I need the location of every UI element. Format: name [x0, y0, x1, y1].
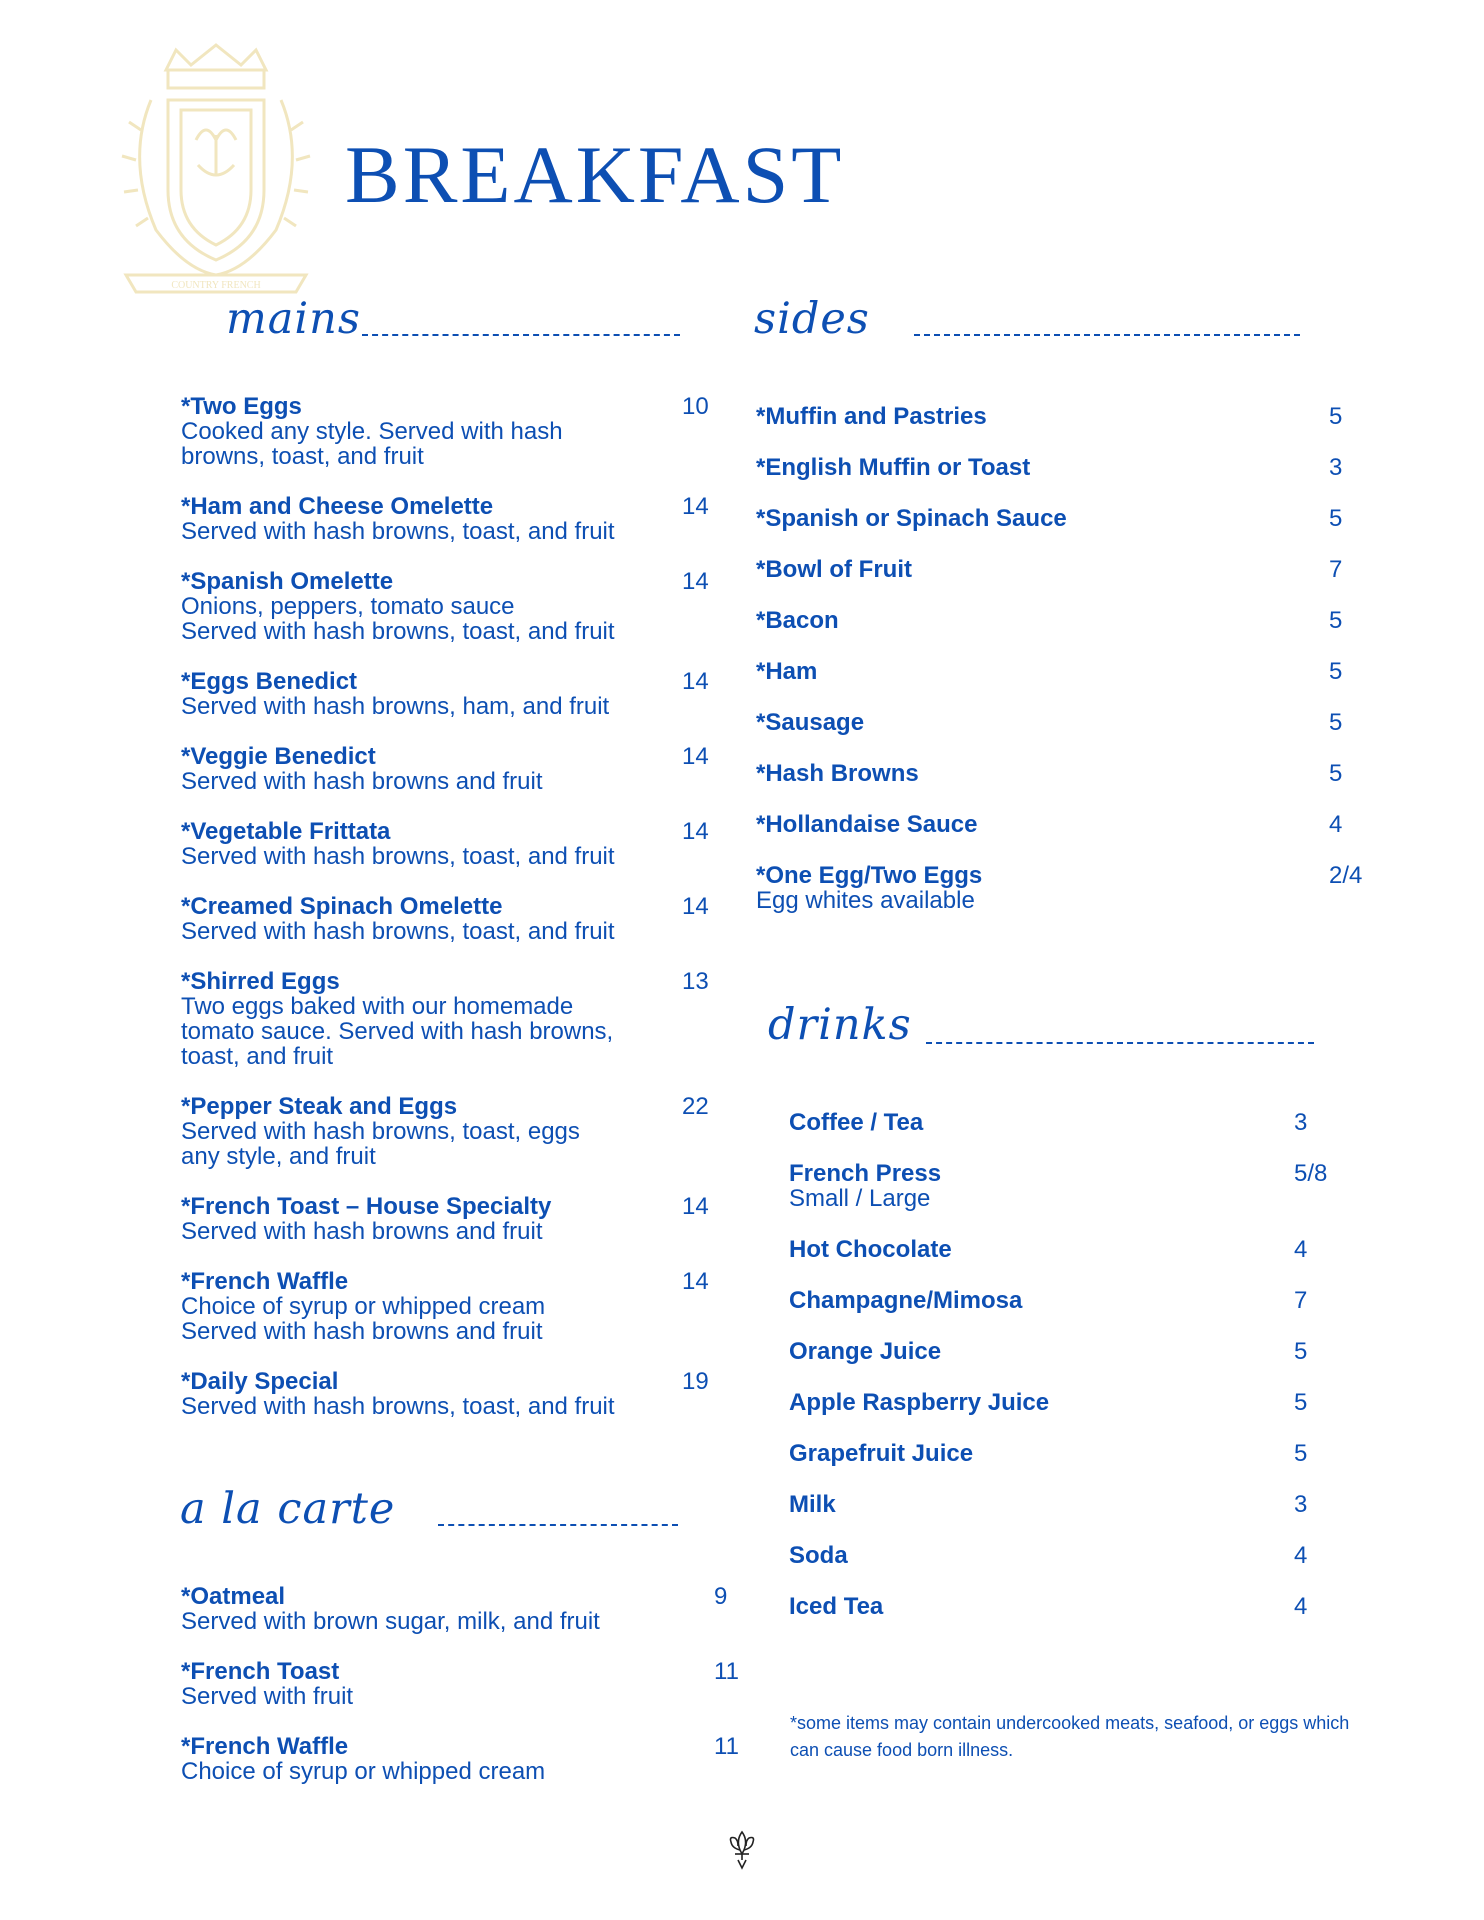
- item-name: Hot Chocolate: [789, 1236, 952, 1263]
- item-price: 3: [1294, 1109, 1308, 1136]
- menu-item-english-muffin-or-toast: [756, 455, 1341, 480]
- item-name: *Bowl of Fruit: [756, 556, 912, 583]
- item-price: 14: [682, 743, 709, 770]
- item-price: 4: [1294, 1593, 1308, 1620]
- menu-item-apple-raspberry-juice: [789, 1390, 1309, 1415]
- menu-item-french-waffle: [181, 1733, 739, 1785]
- item-name: *Muffin and Pastries: [756, 403, 987, 430]
- item-name: Apple Raspberry Juice: [789, 1389, 1050, 1416]
- item-name: French Press: [789, 1160, 942, 1187]
- item-price: 2/4: [1329, 862, 1363, 889]
- menu-item-eggs-benedict: [181, 668, 709, 720]
- menu-item-milk: [789, 1492, 1309, 1517]
- menu-item-champagne-mimosa: [789, 1288, 1309, 1313]
- item-price: 14: [682, 493, 709, 520]
- item-price: 9: [714, 1583, 728, 1610]
- item-price: 5: [1294, 1389, 1308, 1416]
- item-description: Served with hash browns, toast, and fruit: [181, 618, 615, 645]
- menu-item-vegetable-frittata: [181, 818, 709, 870]
- item-price: 14: [682, 568, 709, 595]
- item-price: 13: [682, 968, 709, 995]
- item-name: Soda: [789, 1542, 848, 1569]
- item-price: 3: [1329, 454, 1343, 481]
- item-price: 5: [1294, 1338, 1308, 1365]
- item-price: 4: [1294, 1542, 1308, 1569]
- item-name: *Hash Browns: [756, 760, 919, 787]
- item-description: Served with hash browns, toast, and fruit: [181, 1393, 615, 1420]
- item-name: *Eggs Benedict: [181, 668, 358, 695]
- item-name: *English Muffin or Toast: [756, 454, 1031, 481]
- item-description: Choice of syrup or whipped cream: [181, 1293, 546, 1320]
- menu-item-coffee-tea: [789, 1110, 1309, 1135]
- a-la-carte-divider: [438, 1524, 678, 1526]
- item-name: *French Toast: [181, 1658, 340, 1685]
- footnote: *some items may contain undercooked meats, seafood, or eggs which can cause food born illness.: [790, 1713, 1350, 1760]
- item-price: 14: [682, 893, 709, 920]
- menu-item-daily-special: [181, 1368, 709, 1420]
- item-name: Champagne/Mimosa: [789, 1287, 1023, 1314]
- menu-item-muffin-and-pastries: [756, 404, 1341, 429]
- menu-item-ham: [756, 659, 1341, 684]
- sides-list: [756, 403, 1363, 914]
- item-price: 5: [1329, 760, 1343, 787]
- item-name: *Oatmeal: [181, 1583, 286, 1610]
- menu-item-orange-juice: [789, 1339, 1309, 1364]
- item-name: *Pepper Steak and Eggs: [181, 1093, 458, 1120]
- item-price: 7: [1294, 1287, 1308, 1314]
- item-price: 5: [1329, 505, 1343, 532]
- item-price: 19: [682, 1368, 709, 1395]
- item-price: 3: [1294, 1491, 1308, 1518]
- item-name: *Bacon: [756, 607, 839, 634]
- item-description: Cooked any style. Served with hash: [181, 418, 563, 445]
- item-name: *Ham: [756, 658, 818, 685]
- item-description: toast, and fruit: [181, 1043, 334, 1070]
- item-description: Served with hash browns, toast, and fruit: [181, 918, 615, 945]
- item-price: 11: [714, 1733, 739, 1760]
- menu-item-sausage: [756, 710, 1341, 735]
- crest-watermark: [106, 40, 326, 300]
- mains-heading: mains: [226, 294, 361, 344]
- item-name: *Hollandaise Sauce: [756, 811, 978, 838]
- item-name: *Sausage: [756, 709, 865, 736]
- item-price: 5: [1329, 658, 1343, 685]
- item-name: *French Waffle: [181, 1733, 349, 1760]
- menu-item-spanish-omelette: [181, 568, 709, 645]
- menu-item-french-waffle: [181, 1268, 709, 1345]
- fleur-de-lis-icon: [728, 1830, 756, 1870]
- menu-item-french-toast: [181, 1658, 739, 1710]
- menu-item-hot-chocolate: [789, 1237, 1309, 1262]
- menu-item-french-press: [789, 1160, 1328, 1212]
- item-description: Served with hash browns, ham, and fruit: [181, 693, 610, 720]
- item-price: 14: [682, 818, 709, 845]
- menu-item-two-eggs: [181, 393, 709, 470]
- drinks-heading: drinks: [768, 1000, 912, 1050]
- item-price: 14: [682, 1268, 709, 1295]
- menu-item-iced-tea: [789, 1594, 1309, 1619]
- menu-item-pepper-steak-and-eggs: [181, 1093, 709, 1170]
- item-description: Small / Large: [789, 1185, 931, 1212]
- item-price: 5: [1329, 607, 1343, 634]
- item-description: Served with hash browns and fruit: [181, 1318, 543, 1345]
- menu-item-grapefruit-juice: [789, 1441, 1309, 1466]
- item-name: *French Waffle: [181, 1268, 349, 1295]
- item-description: Served with hash browns and fruit: [181, 768, 543, 795]
- menu-item-french-toast-house-specialty: [181, 1193, 709, 1245]
- item-description: Served with hash browns and fruit: [181, 1218, 543, 1245]
- item-price: 11: [714, 1658, 739, 1685]
- item-name: Coffee / Tea: [789, 1109, 924, 1136]
- page-title: BREAKFAST: [345, 129, 845, 220]
- item-description: Served with hash browns, toast, eggs: [181, 1118, 580, 1145]
- item-name: Orange Juice: [789, 1338, 942, 1365]
- item-description: Served with brown sugar, milk, and fruit: [181, 1608, 600, 1635]
- item-price: 22: [682, 1093, 709, 1120]
- drinks-list: [789, 1109, 1328, 1620]
- menu-item-hollandaise-sauce: [756, 812, 1341, 837]
- item-description: Served with hash browns, toast, and fruit: [181, 518, 615, 545]
- menu-item-bacon: [756, 608, 1341, 633]
- sides-heading: sides: [754, 294, 870, 344]
- item-price: 7: [1329, 556, 1343, 583]
- item-price: 5: [1329, 403, 1343, 430]
- a-la-carte-heading: a la carte: [180, 1484, 396, 1534]
- mains-divider: [362, 334, 680, 336]
- item-name: *Vegetable Frittata: [181, 818, 391, 845]
- menu-item-creamed-spinach-omelette: [181, 893, 709, 945]
- mains-list: [181, 393, 709, 1420]
- item-name: *Ham and Cheese Omelette: [181, 493, 494, 520]
- menu-item-oatmeal: [181, 1583, 728, 1635]
- item-name: *French Toast – House Specialty: [181, 1193, 552, 1220]
- item-price: 5: [1294, 1440, 1308, 1467]
- menu-item-veggie-benedict: [181, 743, 709, 795]
- a-la-carte-list: [181, 1583, 739, 1785]
- item-description: Egg whites available: [756, 887, 975, 914]
- item-description: Choice of syrup or whipped cream: [181, 1758, 546, 1785]
- crest-text: COUNTRY FRENCH: [171, 280, 261, 291]
- item-name: *Veggie Benedict: [181, 743, 376, 770]
- menu-item-hash-browns: [756, 761, 1341, 786]
- item-price: 5/8: [1294, 1160, 1328, 1187]
- menu-item-ham-and-cheese-omelette: [181, 493, 709, 545]
- item-price: 10: [682, 393, 709, 420]
- item-name: Iced Tea: [789, 1593, 884, 1620]
- item-description: Served with hash browns, toast, and fruit: [181, 843, 615, 870]
- item-description: Served with fruit: [181, 1683, 354, 1710]
- item-name: *One Egg/Two Eggs: [756, 862, 983, 889]
- item-name: *Creamed Spinach Omelette: [181, 893, 503, 920]
- menu-item-bowl-of-fruit: [756, 557, 1341, 582]
- item-description: Onions, peppers, tomato sauce: [181, 593, 515, 620]
- item-description: tomato sauce. Served with hash browns,: [181, 1018, 614, 1045]
- menu-item-spanish-or-spinach-sauce: [756, 506, 1341, 531]
- menu-item-soda: [789, 1543, 1309, 1568]
- item-name: Grapefruit Juice: [789, 1440, 974, 1467]
- item-name: *Two Eggs: [181, 393, 302, 420]
- item-description: Two eggs baked with our homemade: [181, 993, 574, 1020]
- menu-item-one-egg-two-eggs: [756, 862, 1363, 914]
- item-price: 4: [1294, 1236, 1308, 1263]
- item-name: Milk: [789, 1491, 836, 1518]
- item-name: *Shirred Eggs: [181, 968, 340, 995]
- item-price: 4: [1329, 811, 1343, 838]
- sides-divider: [914, 334, 1300, 336]
- item-name: *Spanish Omelette: [181, 568, 394, 595]
- item-price: 14: [682, 668, 709, 695]
- item-price: 14: [682, 1193, 709, 1220]
- item-name: *Spanish or Spinach Sauce: [756, 505, 1067, 532]
- item-description: browns, toast, and fruit: [181, 443, 424, 470]
- menu-item-shirred-eggs: [181, 968, 709, 1070]
- item-price: 5: [1329, 709, 1343, 736]
- item-name: *Daily Special: [181, 1368, 339, 1395]
- drinks-divider: [926, 1042, 1314, 1044]
- item-description: any style, and fruit: [181, 1143, 376, 1170]
